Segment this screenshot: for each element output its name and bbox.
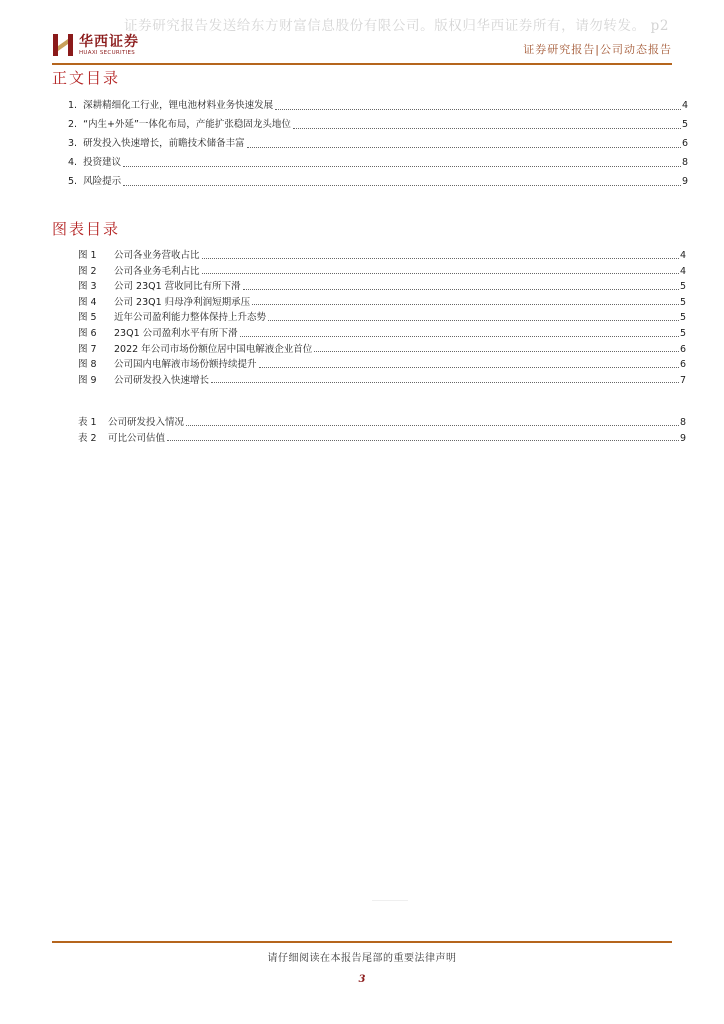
figure-entry-number: 图 2 xyxy=(78,265,97,277)
figure-entry-label: 2022 年公司市场份额位居中国电解液企业首位 xyxy=(114,343,313,355)
toc-entry-number: 3. xyxy=(68,138,78,149)
table-entry-page: 9 xyxy=(679,432,686,444)
toc-entry-number: 1. xyxy=(68,100,78,111)
dot-leader xyxy=(202,257,679,259)
toc-entry-number: 4. xyxy=(68,157,78,168)
toc-entry-page: 9 xyxy=(681,176,688,187)
logo-name-en: HUAXI SECURITIES xyxy=(79,49,136,56)
dot-leader xyxy=(211,381,679,383)
footer-divider xyxy=(52,941,672,943)
figure-entry-label: 近年公司盈利能力整体保持上升态势 xyxy=(114,312,267,324)
figure-entry-label: 公司各业务营收占比 xyxy=(114,250,200,261)
figure-entry-number: 图 3 xyxy=(78,281,97,293)
dot-leader xyxy=(247,146,681,148)
table-entry-number: 表 2 xyxy=(78,432,97,444)
toc-entry-label: 投资建议 xyxy=(83,157,122,168)
table-list xyxy=(78,415,686,446)
figure-entry-label: 公司 23Q1 归母净利润短期承压 xyxy=(114,296,251,308)
huaxi-logo-icon xyxy=(52,33,74,57)
toc-entry-number: 5. xyxy=(68,176,78,187)
toc-entry[interactable] xyxy=(68,115,688,134)
figure-entry[interactable] xyxy=(78,373,686,389)
dot-leader xyxy=(123,165,681,167)
toc-entry[interactable] xyxy=(68,134,688,153)
dot-leader xyxy=(202,272,679,274)
main-toc xyxy=(68,96,688,191)
toc-entry-page: 6 xyxy=(681,138,688,149)
figure-entry-number: 图 7 xyxy=(78,343,97,355)
figure-toc-title: 图表目录 xyxy=(52,220,121,238)
legal-notice: 请仔细阅读在本报告尾部的重要法律声明 xyxy=(267,953,457,964)
figure-entry-number: 图 8 xyxy=(78,359,97,371)
dot-leader xyxy=(243,288,679,290)
dot-leader xyxy=(268,319,679,321)
figure-entry[interactable] xyxy=(78,342,686,358)
toc-entry-page: 8 xyxy=(681,157,688,168)
dot-leader xyxy=(240,335,679,337)
figure-entry-label: 23Q1 公司盈利水平有所下滑 xyxy=(114,327,238,339)
figure-entry-number: 图 4 xyxy=(78,296,97,308)
report-type-label: 证券研究报告|公司动态报告 xyxy=(523,43,672,56)
dot-leader xyxy=(123,184,681,186)
figure-entry-label: 公司研发投入快速增长 xyxy=(114,374,210,386)
company-logo xyxy=(52,33,139,57)
table-entry[interactable] xyxy=(78,431,686,447)
figure-entry-label: 公司各业务毛利占比 xyxy=(114,265,200,277)
figure-entry-page: 5 xyxy=(679,296,686,308)
figure-entry[interactable] xyxy=(78,264,686,280)
dot-leader xyxy=(259,366,679,368)
figure-entry[interactable] xyxy=(78,310,686,326)
table-entry-label: 可比公司估值 xyxy=(108,432,166,444)
figure-entry-page: 4 xyxy=(679,250,686,261)
toc-entry[interactable] xyxy=(68,172,688,191)
figure-entry-page: 7 xyxy=(679,374,686,386)
figure-entry[interactable] xyxy=(78,279,686,295)
figure-entry-page: 5 xyxy=(679,327,686,339)
table-entry-number: 表 1 xyxy=(78,417,97,428)
figure-entry[interactable] xyxy=(78,295,686,311)
header-divider xyxy=(52,63,672,65)
figure-entry-label: 公司国内电解液市场份额持续提升 xyxy=(114,359,257,371)
figure-entry[interactable] xyxy=(78,248,686,264)
figure-entry-number: 图 5 xyxy=(78,312,97,324)
dot-leader xyxy=(186,424,679,426)
figure-entry-number: 图 9 xyxy=(78,374,97,386)
dot-leader xyxy=(293,127,681,129)
toc-entry-page: 5 xyxy=(681,119,688,130)
dot-leader xyxy=(314,350,679,352)
table-entry-page: 8 xyxy=(679,417,686,428)
dot-leader xyxy=(275,108,681,110)
toc-entry-page: 4 xyxy=(681,100,688,111)
figure-entry-number: 图 6 xyxy=(78,327,97,339)
figure-entry[interactable] xyxy=(78,326,686,342)
toc-entry-label: 风险提示 xyxy=(83,176,122,187)
figure-entry-page: 5 xyxy=(679,281,686,293)
figure-entry[interactable] xyxy=(78,357,686,373)
toc-entry-label: 深耕精细化工行业，锂电池材料业务快速发展 xyxy=(83,100,274,111)
toc-entry-label: “内生+外延”一体化布局，产能扩张稳固龙头地位 xyxy=(83,119,291,130)
main-toc-title: 正文目录 xyxy=(52,69,121,87)
table-entry[interactable] xyxy=(78,415,686,431)
toc-entry[interactable] xyxy=(68,153,688,172)
logo-name-cn: 华西证券 xyxy=(79,33,139,50)
page-number: 3 xyxy=(358,974,366,985)
watermark: 证券研究报告发送给东方财富信息股份有限公司。版权归华西证券所有，请勿转发。 p2 xyxy=(124,18,670,34)
faint-mark xyxy=(372,900,408,901)
toc-entry-label: 研发投入快速增长，前瞻技术储备丰富 xyxy=(83,138,245,149)
figure-entry-page: 5 xyxy=(679,312,686,324)
figure-entry-number: 图 1 xyxy=(78,250,97,261)
dot-leader xyxy=(252,303,679,305)
table-entry-label: 公司研发投入情况 xyxy=(108,417,185,428)
toc-entry-number: 2. xyxy=(68,119,78,130)
figure-entry-label: 公司 23Q1 营收同比有所下滑 xyxy=(114,281,241,293)
figure-entry-page: 6 xyxy=(679,343,686,355)
toc-entry[interactable] xyxy=(68,96,688,115)
figure-entry-page: 6 xyxy=(679,359,686,371)
dot-leader xyxy=(167,439,679,441)
figure-entry-page: 4 xyxy=(679,265,686,277)
figure-list xyxy=(78,248,686,388)
